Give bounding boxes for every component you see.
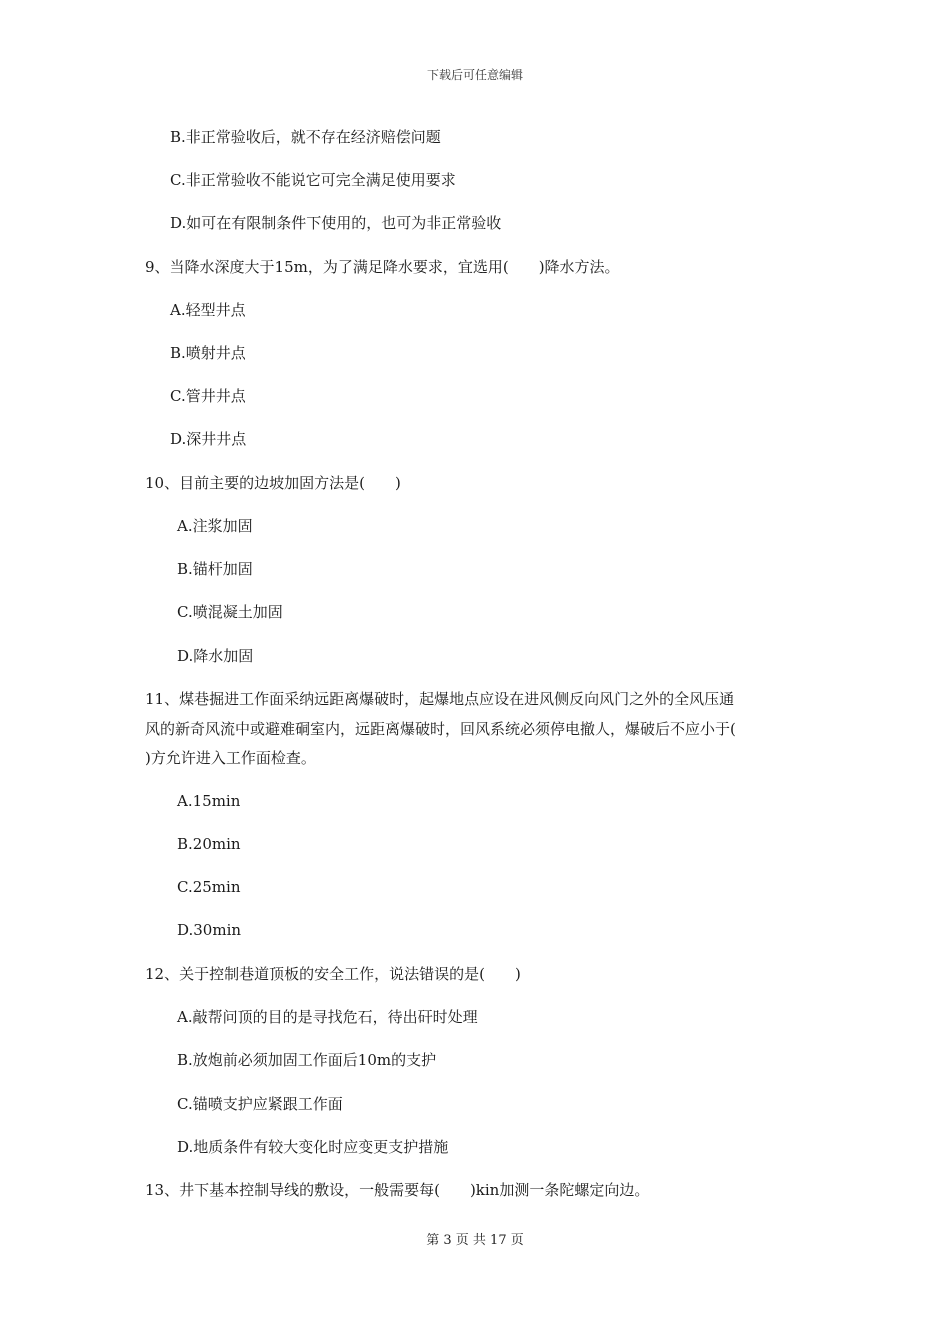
- q12-option-b: B.放炮前必须加固工作面后10m的支护: [177, 1051, 437, 1069]
- q11-option-a: A.15min: [177, 792, 241, 810]
- q10-stem: 10、目前主要的边坡加固方法是( ): [145, 474, 401, 492]
- q9-stem: 9、当降水深度大于15m，为了满足降水要求，宜选用( )降水方法。: [145, 258, 620, 276]
- q10-option-d: D.降水加固: [177, 647, 254, 665]
- q11-option-c: C.25min: [177, 878, 241, 896]
- q12-option-c: C.锚喷支护应紧跟工作面: [177, 1095, 343, 1113]
- q8-option-c: C.非正常验收不能说它可完全满足使用要求: [170, 171, 456, 189]
- q11-stem-line-2: 风的新奇风流中或避难硐室内，远距离爆破时，回风系统必须停电撤人，爆破后不应小于(: [145, 720, 736, 738]
- q9-option-a: A.轻型井点: [170, 301, 246, 319]
- page-header: 下载后可任意编辑: [426, 68, 523, 82]
- q10-option-a: A.注浆加固: [177, 517, 253, 535]
- q13-stem: 13、井下基本控制导线的敷设，一般需要每( )kin加测一条陀螺定向边。: [145, 1181, 650, 1199]
- q8-option-d: D.如可在有限制条件下使用的，也可为非正常验收: [170, 214, 502, 232]
- q10-option-b: B.锚杆加固: [177, 560, 253, 578]
- q11-option-d: D.30min: [177, 921, 242, 939]
- q9-option-d: D.深井井点: [170, 430, 247, 448]
- q12-stem: 12、关于控制巷道顶板的安全工作，说法错误的是( ): [145, 965, 521, 983]
- q11-stem-line-1: 11、煤巷掘进工作面采纳远距离爆破时，起爆地点应设在进风侧反向风门之外的全风压通: [145, 690, 735, 708]
- q12-option-d: D.地质条件有较大变化时应变更支护措施: [177, 1138, 449, 1156]
- q11-stem-line-3: )方允许进入工作面检查。: [145, 749, 316, 767]
- q9-option-b: B.喷射井点: [170, 344, 246, 362]
- q8-option-b: B.非正常验收后，就不存在经济赔偿问题: [170, 128, 441, 146]
- q9-option-c: C.管井井点: [170, 387, 246, 405]
- q11-option-b: B.20min: [177, 835, 241, 853]
- page-footer: 第 3 页 共 17 页: [426, 1233, 524, 1248]
- q10-option-c: C.喷混凝土加固: [177, 603, 283, 621]
- q12-option-a: A.敲帮问顶的目的是寻找危石，待出矸时处理: [177, 1008, 478, 1026]
